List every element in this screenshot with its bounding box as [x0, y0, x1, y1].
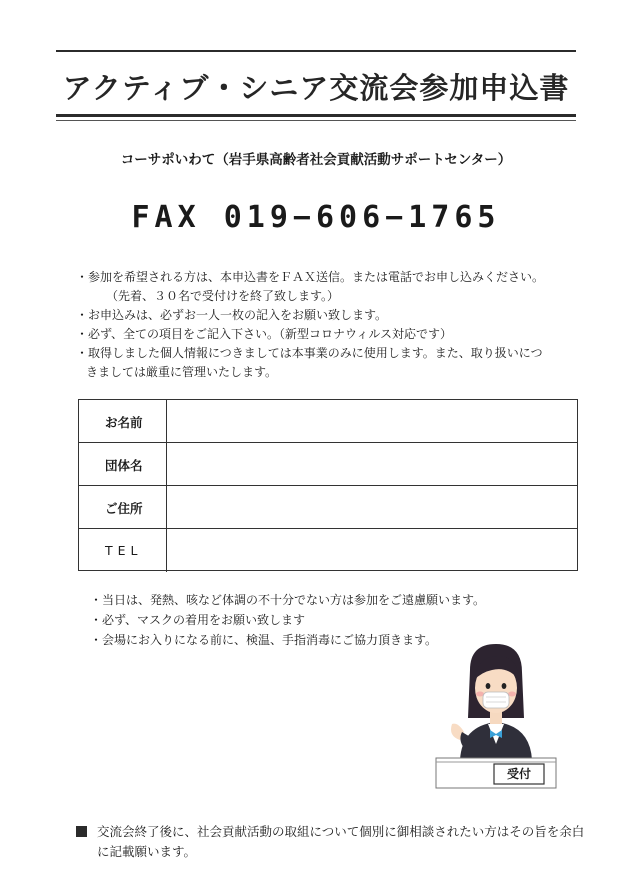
- instruction-item: （先着、３０名で受付けを終了致します。）: [106, 289, 340, 303]
- instruction-item: ・参加を希望される方は、本申込書をＦＡＸ送信。または電話でお申し込みください。: [76, 270, 545, 284]
- instruction-item: きましては厳重に管理いたします。: [86, 365, 278, 379]
- name-field[interactable]: [167, 400, 577, 443]
- caution-item: ・当日は、発熱、咳など体調の不十分でない方は参加をご遠慮願います。: [90, 593, 486, 607]
- cautions-list: [90, 590, 485, 650]
- caution-item: ・会場にお入りになる前に、検温、手指消毒にご協力頂きます。: [90, 633, 438, 647]
- instruction-item: ・必ず、全ての項目をご記入下さい。（新型コロナウィルス対応です）: [76, 327, 452, 341]
- group-label: 団体名: [79, 443, 167, 486]
- receptionist-illustration: [430, 640, 570, 790]
- name-label: お名前: [79, 400, 167, 443]
- instruction-item: ・取得しました個人情報につきましては本事業のみに使用します。また、取り扱いにつ: [76, 346, 543, 360]
- group-field[interactable]: [167, 443, 577, 486]
- form-row-name: [79, 400, 577, 443]
- form-row-group: [79, 442, 577, 486]
- page-title: アクティブ・シニア交流会参加申込書: [62, 71, 570, 105]
- title-rule-thick: [56, 114, 576, 117]
- tel-label: TEL: [79, 529, 167, 572]
- top-rule: [56, 50, 576, 52]
- organization-name: コーサポいわて（岩手県高齢者社会貢献活動サポートセンター）: [120, 152, 512, 168]
- title-rule-thin: [56, 120, 576, 121]
- instruction-item: ・お申込みは、必ずお一人一枚の記入をお願い致します。: [76, 308, 388, 322]
- tel-field[interactable]: [167, 529, 577, 572]
- address-label: ご住所: [79, 486, 167, 529]
- address-field[interactable]: [167, 486, 577, 529]
- form-row-tel: [79, 528, 577, 572]
- caution-item: ・必ず、マスクの着用をお願い致します: [90, 613, 306, 627]
- footer-note-text: 交流会終了後に、社会貢献活動の取組について個別に御相談されたい方はその旨を余白に記載願います。: [97, 824, 585, 859]
- instructions-list: [76, 268, 586, 382]
- application-form-table: [78, 399, 578, 571]
- footer-note: [76, 822, 596, 862]
- form-row-address: [79, 485, 577, 529]
- reception-sign-label: 受付: [506, 767, 531, 781]
- square-bullet-icon: [76, 826, 87, 837]
- fax-number: FAX 019−606−1765: [131, 200, 501, 235]
